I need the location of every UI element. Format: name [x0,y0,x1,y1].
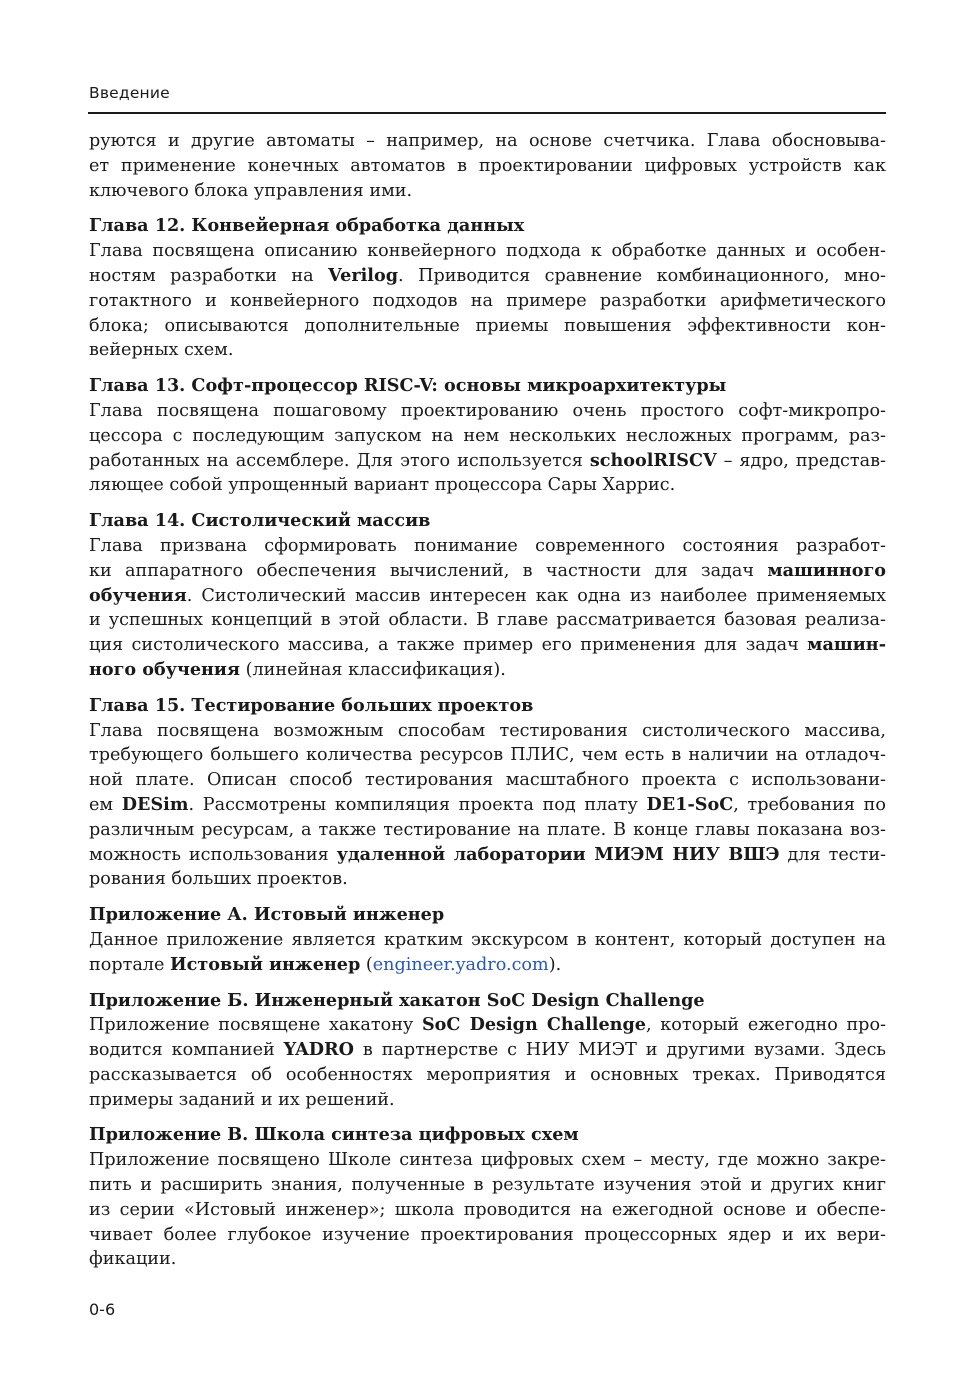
section-chapter-15 [89,694,886,892]
text-line: Приложение посвящено Школе синтеза цифровых схем – месту, где можно закре- [89,1150,886,1171]
text-line: различным ресурсам, а также тестирование на плате. В конце главы показана воз- [89,819,886,840]
text-line: пить и расширить знания, полученные в результате изучения этой и других книг [89,1175,886,1196]
text-line: Приложение посвящене хакатону SoC Design Challenge, который ежегодно про- [89,1014,886,1036]
section-heading: Приложение А. Истовый инженер [89,904,445,926]
section-heading: Приложение Б. Инженерный хакатон SoC Design Challenge [89,989,705,1011]
text-line: ция систолического массива, а также пример его применения для задач машин- [89,634,886,656]
text-line: фикации. [89,1249,177,1270]
page-body [89,129,886,1272]
text-line: рассказывается об особенностях мероприятия и основных треках. Приводятся [89,1064,886,1085]
text-line: Глава посвящена описанию конвейерного подхода к обработке данных и особен- [89,241,886,262]
portal-link[interactable]: engineer.yadro.com [372,954,549,975]
text-line: чивает более глубокое изучение проектирования процессорных ядер и их вери- [89,1224,886,1245]
text-line: из серии «Истовый инженер»; школа проводится на ежегодной основе и обеспе- [89,1199,886,1220]
term-verilog: Verilog [328,264,399,286]
text-line: Глава призвана сформировать понимание современного состояния разработ- [89,535,886,556]
text-line: работанных на ассемблере. Для этого используется schoolRISCV – ядро, представ- [89,449,886,471]
text-line: ной плате. Описан способ тестирования масштабного проекта с использовани- [89,770,886,791]
text-line: портале Истовый инженер (engineer.yadro.com). [89,953,562,975]
header-rule [88,112,886,114]
section-heading: Глава 15. Тестирование больших проектов [89,694,534,716]
intro-paragraph [89,129,886,203]
section-heading: Приложение В. Школа синтеза цифровых схем [89,1124,579,1146]
section-heading: Глава 14. Систолический массив [89,510,431,532]
term-yadro: YADRO [283,1039,354,1061]
text-line: ключевого блока управления ими. [89,180,413,201]
term-machine: машин- [807,634,886,656]
text-line: блока; описываются дополнительные приемы повышения эффективности кон- [89,315,886,336]
section-appendix-a [89,903,886,977]
term-remote-lab: удаленной лаборатории МИЭМ НИУ ВШЭ [336,843,780,865]
section-heading: Глава 13. Софт-процессор RISC-V: основы микроархитектуры [89,375,727,397]
term-istovy-inzhener: Истовый инженер [170,953,361,975]
text-line: ем DESim. Рассмотрены компиляция проекта под плату DE1-SoC, требования по [89,793,886,815]
text-line: требующего большего количества ресурсов ПЛИС, чем есть в наличии на отладоч- [89,745,886,766]
text-line: примеры заданий и их решений. [89,1089,395,1110]
text-line: Глава посвящена пошаговому проектированию очень простого софт-микропро- [89,400,886,421]
text-line: Данное приложение является кратким экскурсом в контент, который доступен на [89,929,886,950]
text-line: водится компанией YADRO в партнерстве с НИУ МИЭТ и другими вузами. Здесь [89,1039,886,1061]
section-chapter-14 [89,509,886,683]
section-appendix-v [89,1123,886,1272]
text-line: цессора с последующим запуском на нем нескольких несложных программ, раз- [89,425,886,446]
section-chapter-13 [89,374,886,498]
text-line: ет применение конечных автоматов в проектировании цифровых устройств как [89,155,886,176]
text-line: и успешных концепций в этой области. В главе рассматривается базовая реализа- [89,610,886,631]
page-number: 0-6 [89,1300,116,1319]
term-schoolriscv: schoolRISCV [589,449,717,471]
text-line: ного обучения (линейная классификация). [89,658,506,680]
text-line: обучения. Систолический массив интересен как одна из наиболее применяемых [89,584,886,606]
text-line: ляющее собой упрощенный вариант процессора Сары Харрис. [89,475,676,496]
text-line: ностям разработки на Verilog. Приводится сравнение комбинационного, мно- [89,264,886,286]
term-learning: ного обучения [89,658,240,680]
text-line: вейерных схем. [89,340,234,361]
term-soc-design-challenge: SoC Design Challenge [421,1014,646,1036]
section-chapter-12 [89,214,886,363]
text-line: Глава посвящена возможным способам тестирования систолического массива, [89,720,886,741]
text-line: можность использования удаленной лаборатории МИЭМ НИУ ВШЭ для тести- [89,843,886,865]
text-line: ки аппаратного обеспечения вычислений, в частности для задач машинного [89,559,886,581]
text-line: руются и другие автоматы – например, на основе счетчика. Глава обосновыва- [89,131,886,151]
text-line: рования больших проектов. [89,869,348,890]
term-desim: DESim [121,793,189,815]
term-de1-soc: DE1-SoC [646,793,734,815]
running-title: Введение [89,84,170,102]
text-line: готактного и конвейерного подходов на примере разработки арифметического [89,290,886,311]
term-learning: обучения [89,584,187,606]
section-heading: Глава 12. Конвейерная обработка данных [89,215,525,237]
term-machine-learning: машинного [767,559,886,581]
section-appendix-b [89,989,886,1113]
